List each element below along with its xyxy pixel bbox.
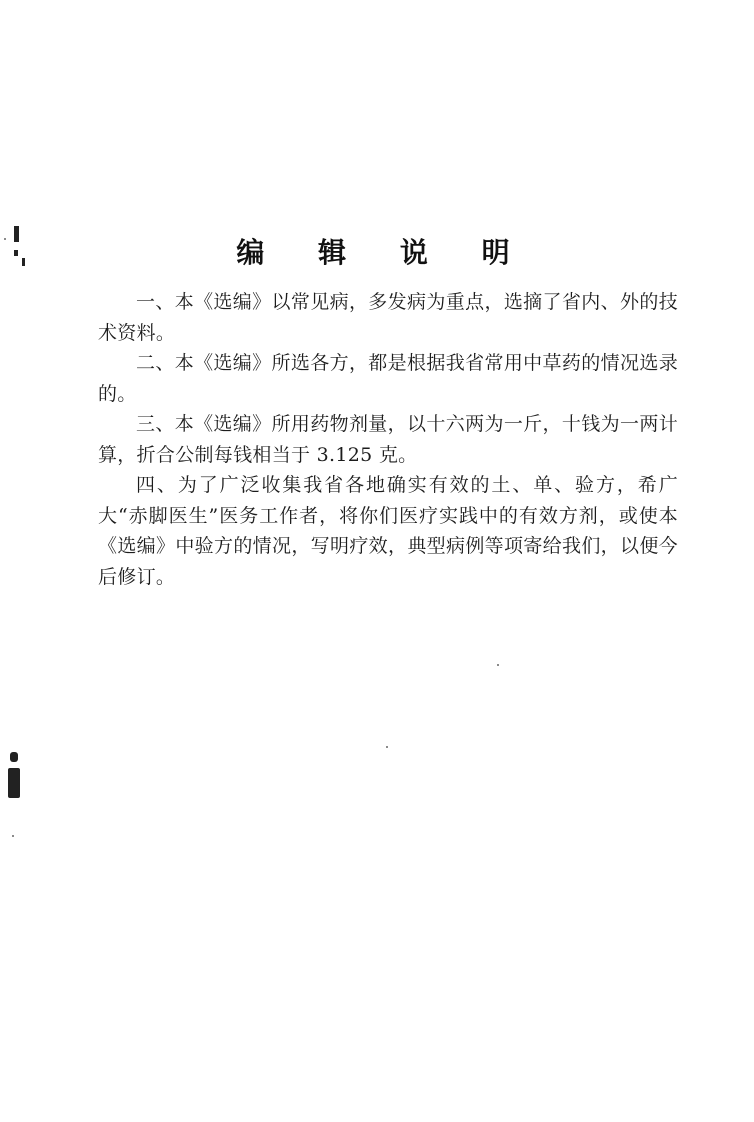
paragraph-2: 二、本《选编》所选各方，都是根据我省常用中草药的情况选录的。 (98, 352, 678, 405)
paragraph-4: 四、为了广泛收集我省各地确实有效的土、单、验方，希广大“赤脚医生”医务工作者，将你们医疗实践中的有效方剂，或使本《选编》中验方的情况，写明疗效，典型病例等项寄给我们，以便今后修订。 (98, 474, 678, 588)
scan-mark (8, 768, 20, 798)
scan-speck (12, 835, 14, 837)
scan-speck (386, 746, 388, 748)
document-body (98, 287, 678, 592)
paragraph-1: 一、本《选编》以常见病，多发病为重点，选摘了省内、外的技术资料。 (98, 291, 678, 344)
scan-mark (10, 752, 18, 762)
page-title: 编 辑 说 明 (236, 235, 532, 269)
paragraph-3: 三、本《选编》所用药物剂量，以十六两为一斤，十钱为一两计算，折合公制每钱相当于 3.125 克。 (98, 413, 678, 466)
scan-speck (497, 664, 499, 666)
